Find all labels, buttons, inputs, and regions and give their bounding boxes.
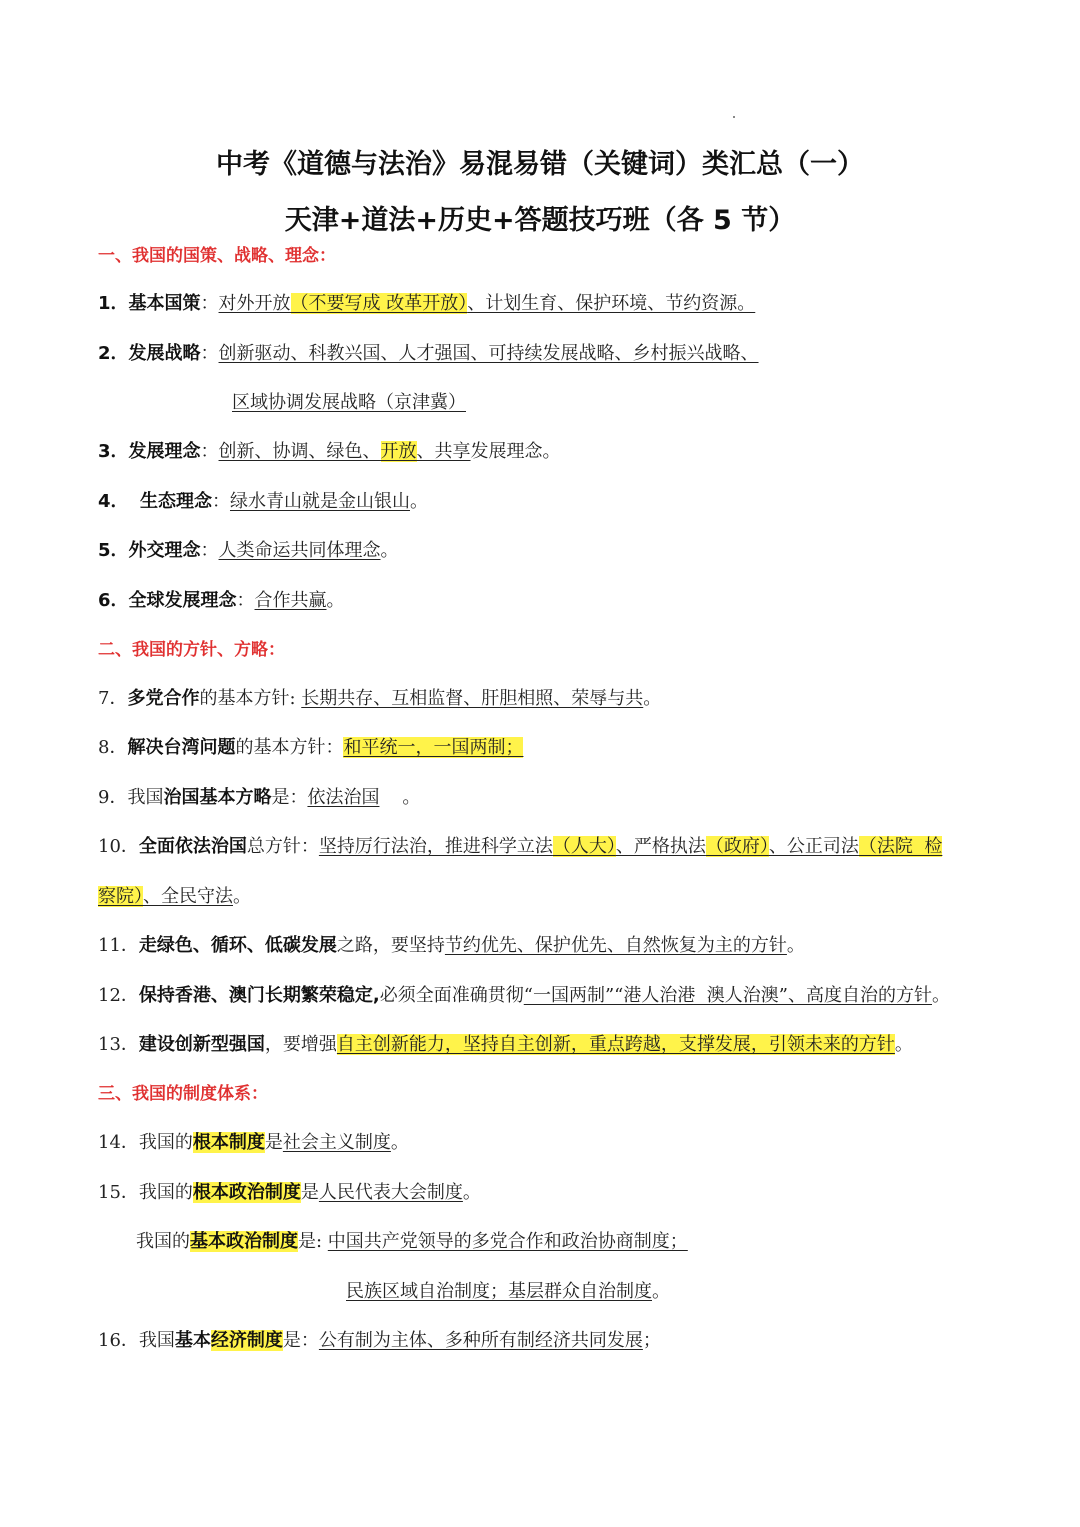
- item-number: 5．: [98, 540, 129, 561]
- item-label: 解决台湾问题: [127, 737, 236, 758]
- text-part: 我国的: [138, 1132, 193, 1153]
- text-part: 。: [894, 1034, 913, 1055]
- colon: ：: [211, 491, 230, 512]
- item-text: 合作共赢: [254, 590, 327, 611]
- text-part: 是:: [298, 1231, 328, 1252]
- text-part: 总方针：: [246, 836, 319, 857]
- item-number: 6．: [98, 590, 129, 611]
- item-label: 多党合作: [127, 688, 200, 709]
- item-number: 10．: [98, 836, 139, 857]
- text-part: 我国: [127, 787, 164, 808]
- item-text: 社会主义制度: [282, 1132, 391, 1153]
- item-number: 8．: [98, 737, 128, 758]
- item-8: [98, 735, 523, 761]
- item-text: [219, 293, 756, 314]
- text-part: 创新、协调、绿色、: [218, 441, 381, 462]
- text-part: 我国的: [138, 1182, 193, 1203]
- highlight-text: 和平统一，一国两制；: [343, 737, 524, 758]
- item-text: 公有制为主体、多种所有制经济共同发展: [318, 1330, 643, 1351]
- text-part: 。: [409, 491, 428, 512]
- item-2: [98, 341, 759, 367]
- text-part: 、共享: [416, 441, 471, 462]
- item-7: [98, 686, 661, 712]
- text-part: 我国: [138, 1330, 175, 1351]
- text-part: 坚持厉行法治，推进科学立法: [318, 836, 553, 857]
- item-label: 建设创新型强国: [138, 1034, 265, 1055]
- item-label: 治国基本方略: [163, 787, 272, 808]
- item-label: 基本政治制度: [190, 1231, 298, 1252]
- item-16: [98, 1328, 661, 1354]
- text-part: 。: [390, 1132, 409, 1153]
- item-text: 绿水青山就是金山银山: [229, 491, 410, 512]
- item-number: 16．: [98, 1330, 139, 1351]
- colon: ：: [200, 441, 219, 462]
- text-part: 、计划生育、保护环境、节约资源。: [467, 293, 756, 314]
- item-label: 外交理念: [128, 540, 201, 561]
- text-part: 是：: [282, 1330, 319, 1351]
- text-part: 我国的: [136, 1231, 190, 1252]
- item-label: 基本国策: [128, 293, 201, 314]
- text-part: 。: [462, 1182, 481, 1203]
- text-part: 。: [380, 540, 399, 561]
- item-text: [98, 886, 233, 907]
- item-text: 节约优先、保护优先、自然恢复为主的方针: [444, 935, 787, 956]
- item-text: 人民代表大会制度: [318, 1182, 463, 1203]
- colon: ：: [236, 590, 255, 611]
- highlight-text: 自主创新能力，坚持自主创新，重点跨越，支撑发展，引领未来的方针: [336, 1034, 895, 1055]
- item-3: [98, 439, 561, 465]
- text-part: 、公正司法: [768, 836, 859, 857]
- colon: ：: [200, 293, 219, 314]
- item-number: 15．: [98, 1182, 139, 1203]
- highlight-text: （法院 检: [858, 836, 943, 857]
- item-11: [98, 933, 805, 959]
- text-part: 的基本方针：: [235, 737, 344, 758]
- text-part: ，要增强: [264, 1034, 337, 1055]
- text-part: 发展理念。: [470, 441, 561, 462]
- item-text: 民族区域自治制度；基层群众自治制度: [346, 1281, 652, 1302]
- item-number: 14．: [98, 1132, 139, 1153]
- text-part: 。: [326, 590, 345, 611]
- item-label: 保持香港、澳门长期繁荣稳定,: [138, 985, 380, 1006]
- item-number: 7．: [98, 688, 128, 709]
- highlight-text: 开放: [380, 441, 417, 462]
- speck-dot: [733, 116, 735, 118]
- item-text: 中国共产党领导的多党合作和政治协商制度；: [327, 1231, 688, 1252]
- item-2-continuation: [232, 390, 466, 416]
- item-number: 2．: [98, 343, 129, 364]
- text-part: 。: [643, 688, 662, 709]
- text-part: 的基本方针:: [199, 688, 302, 709]
- document-title: 中考《道德与法治》易混易错（关键词）类汇总（一）: [216, 149, 864, 180]
- item-label: 走绿色、循环、低碳发展: [138, 935, 337, 956]
- item-6: [98, 588, 345, 614]
- item-text: [219, 441, 471, 462]
- item-label: 生态理念: [139, 491, 212, 512]
- text-part: 必须全面准确贯彻: [379, 985, 524, 1006]
- text-part: 对外开放: [218, 293, 291, 314]
- item-number: 3．: [98, 441, 129, 462]
- item-number: 11．: [98, 935, 139, 956]
- text-part: 之路，要坚持: [336, 935, 445, 956]
- section-heading-3: 三、我国的制度体系：: [98, 1084, 268, 1104]
- highlight-text: 察院）: [98, 886, 143, 907]
- item-10: [98, 834, 942, 860]
- document-subtitle: 天津+道法+历史+答题技巧班（各 5 节）: [284, 205, 796, 236]
- item-15-basic-political: [136, 1229, 688, 1255]
- item-number: 9．: [98, 787, 128, 808]
- text-part: 是: [264, 1132, 283, 1153]
- item-label: 发展战略: [128, 343, 201, 364]
- item-label: 基本: [174, 1330, 211, 1351]
- item-number: 13．: [98, 1034, 139, 1055]
- item-text: 区域协调发展战略（京津冀）: [232, 392, 466, 413]
- item-number: 12．: [98, 985, 139, 1006]
- item-label: 全球发展理念: [128, 590, 237, 611]
- item-text: [319, 836, 942, 857]
- item-text: 依法治国: [307, 787, 380, 808]
- colon: ：: [200, 540, 219, 561]
- item-9: [98, 785, 420, 811]
- highlight-text: （不要写成 改革开放）: [290, 293, 468, 314]
- text-part: 、严格执法: [615, 836, 706, 857]
- item-5: [98, 538, 399, 564]
- colon: ：: [200, 343, 219, 364]
- text-part: 。: [233, 886, 251, 907]
- text-part: 是：: [271, 787, 308, 808]
- item-10-continuation: [98, 884, 251, 910]
- text-part: 。: [932, 985, 950, 1006]
- item-13: [98, 1032, 913, 1058]
- item-number: 4．: [98, 491, 129, 512]
- highlight-text: （人大）: [552, 836, 616, 857]
- text-part: 。: [379, 787, 421, 808]
- item-label: 全面依法治国: [138, 836, 247, 857]
- text-part: 。: [652, 1281, 670, 1302]
- item-15: [98, 1180, 481, 1206]
- item-text: “一国两制”“港人治港 澳人治澳”、高度自治的方针: [523, 985, 932, 1006]
- text-part: 是: [300, 1182, 319, 1203]
- text-part: ；: [642, 1330, 661, 1351]
- item-text: 人类命运共同体理念: [218, 540, 381, 561]
- item-14: [98, 1130, 409, 1156]
- item-number: 1．: [98, 293, 129, 314]
- highlight-text: （政府）: [705, 836, 769, 857]
- item-12: [98, 983, 950, 1009]
- item-label: 根本制度: [192, 1132, 265, 1153]
- section-heading-1: 一、我国的国策、战略、理念：: [98, 246, 336, 266]
- item-label: 发展理念: [128, 441, 201, 462]
- text-part: 、全民守法: [143, 886, 233, 907]
- item-label: 根本政治制度: [192, 1182, 301, 1203]
- item-15-continuation: [346, 1279, 670, 1305]
- section-heading-2: 二、我国的方针、方略：: [98, 640, 285, 660]
- item-4: [98, 489, 428, 515]
- item-text: 长期共存、互相监督、肝胆相照、荣辱与共: [301, 688, 644, 709]
- item-label-highlight: 经济制度: [210, 1330, 283, 1351]
- item-1: [98, 291, 755, 317]
- item-text: 创新驱动、科教兴国、人才强国、可持续发展战略、乡村振兴战略、: [218, 343, 759, 364]
- text-part: 。: [786, 935, 805, 956]
